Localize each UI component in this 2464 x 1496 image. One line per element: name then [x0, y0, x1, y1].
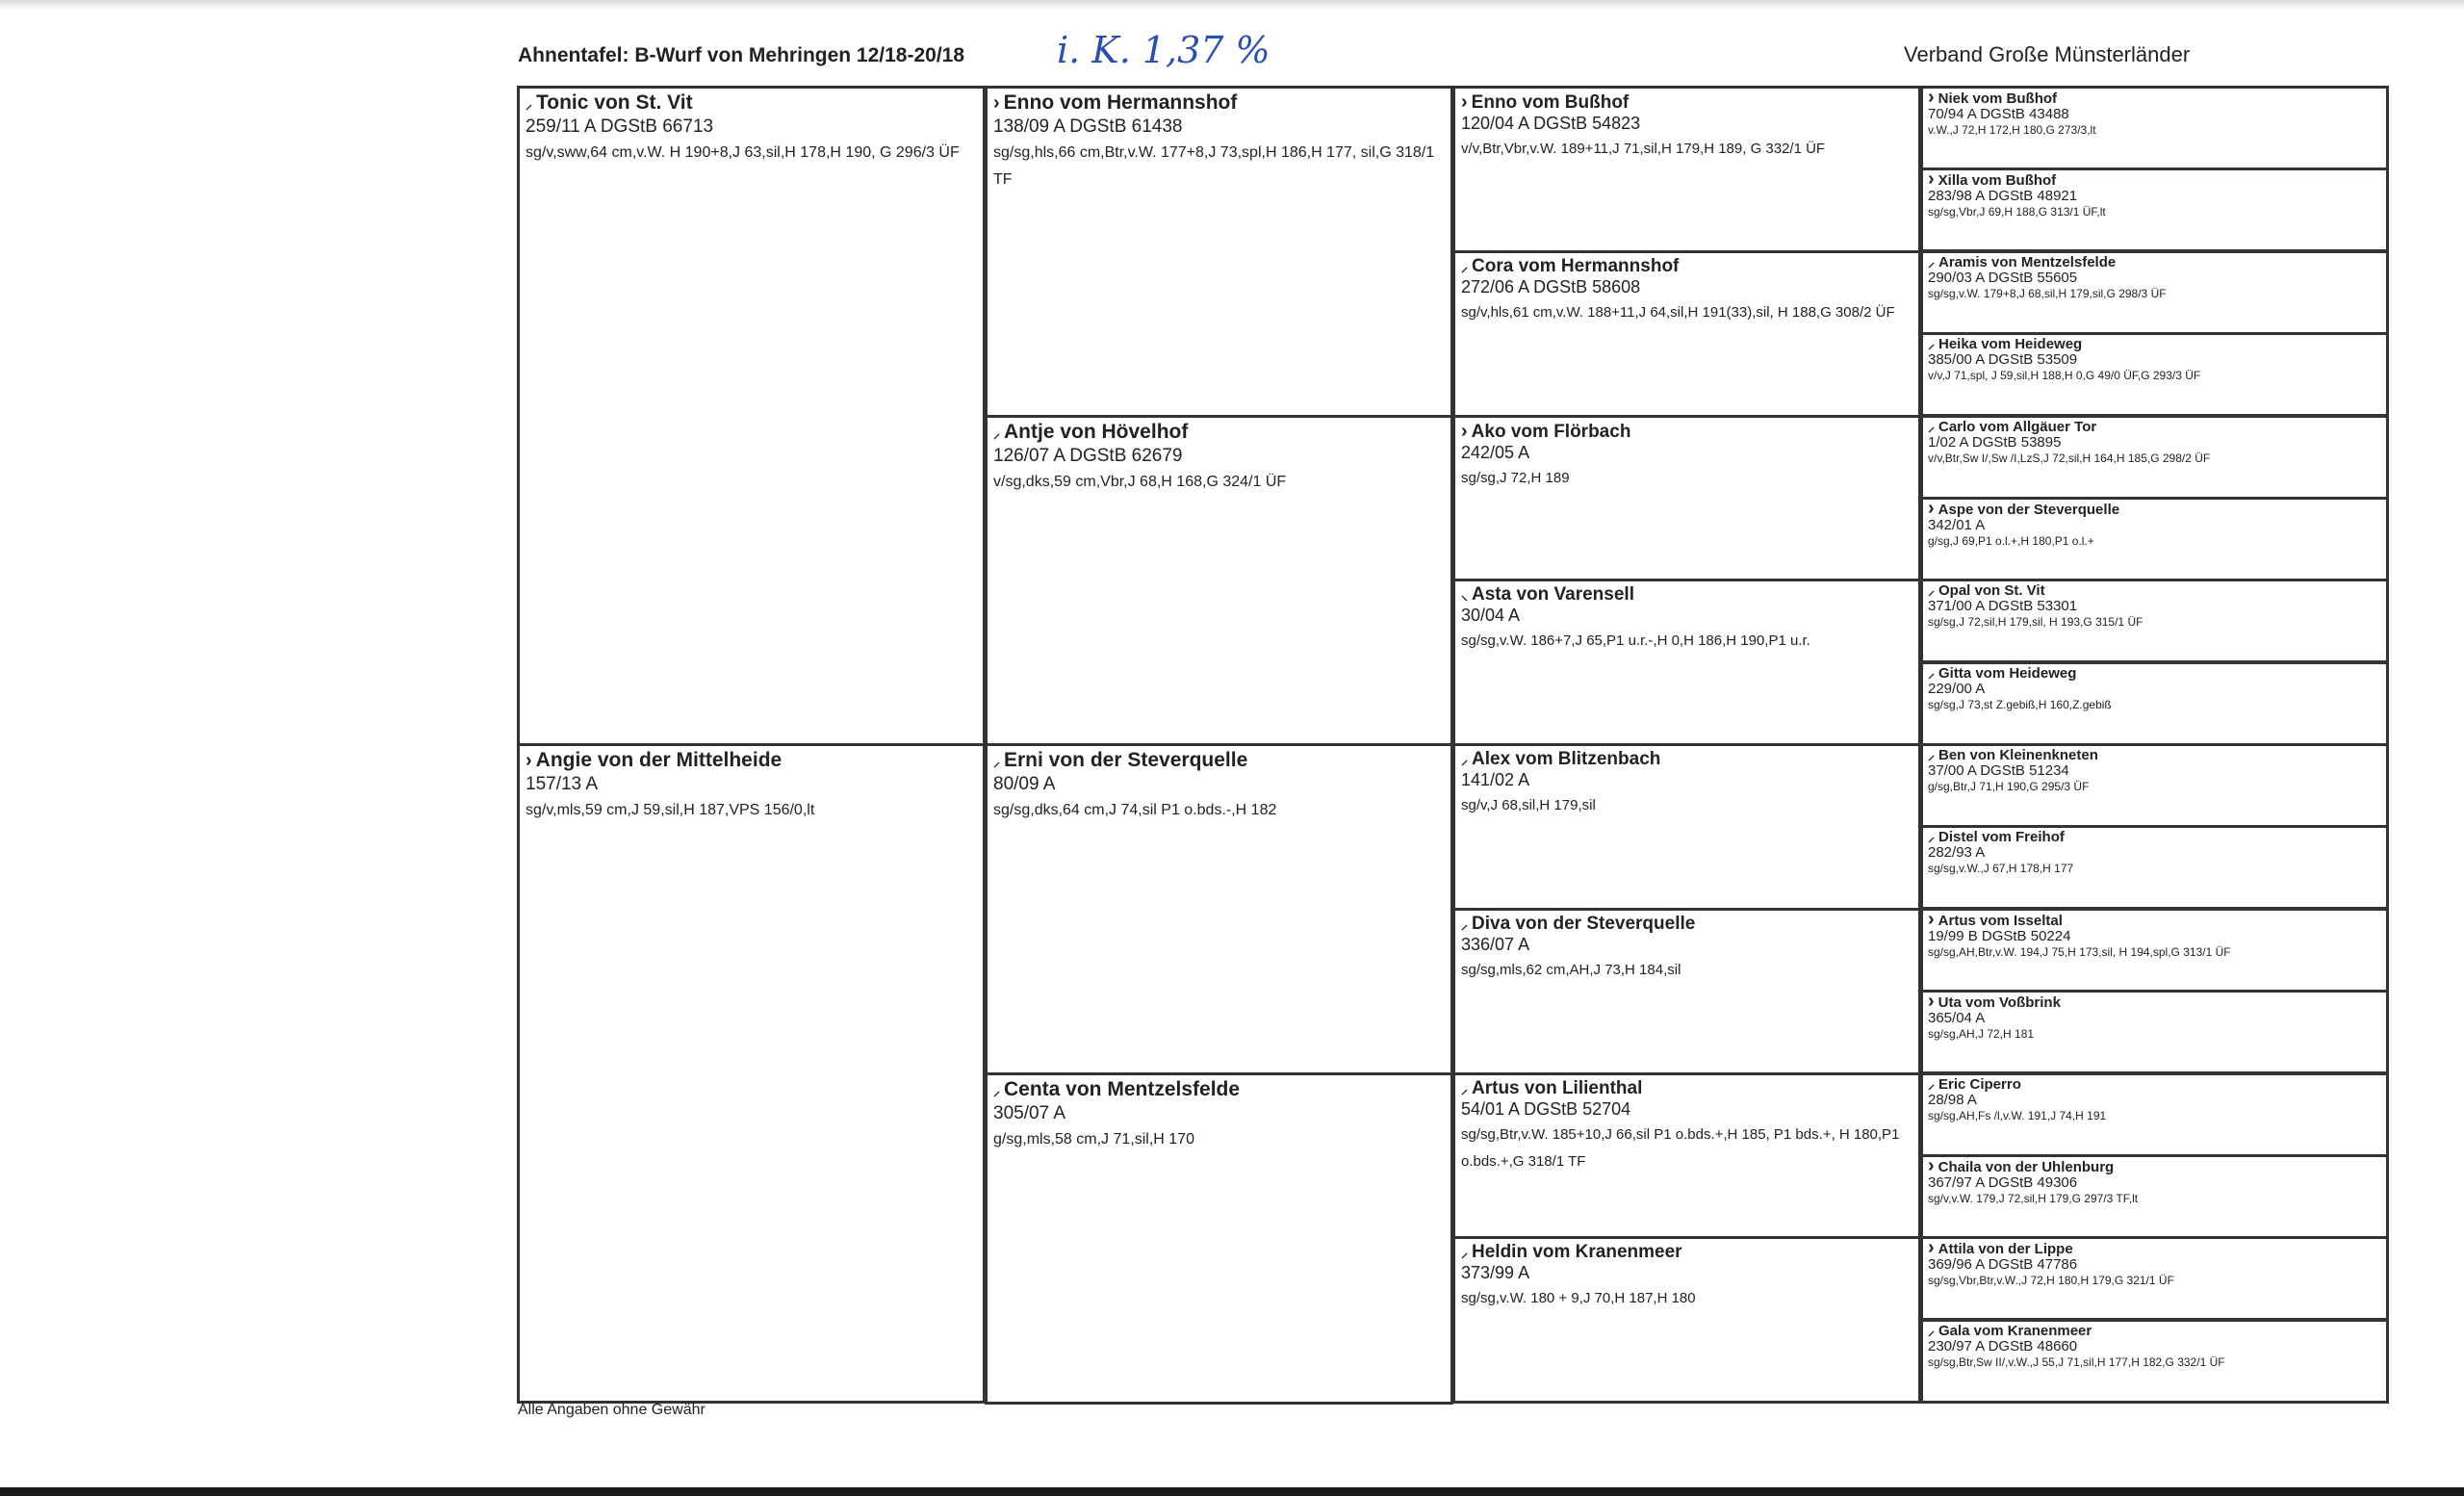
- female-marker-icon: ⸝: [1928, 1323, 1935, 1338]
- test-results: sg/sg,Btr,Sw II/,v.W.,J 55,J 71,sil,H 177,H 182,G 332/1 ÜF: [1928, 1355, 2225, 1369]
- female-marker-icon: ⸝: [1928, 419, 1935, 434]
- dog-name-text: Distel vom Freihof: [1938, 829, 2065, 845]
- female-marker-icon: ⸝: [1928, 254, 1935, 270]
- male-marker-icon: ›: [1928, 1237, 1935, 1258]
- pedigree-cell: [1452, 1236, 1921, 1404]
- pedigree-cell: [517, 86, 986, 746]
- registration-number: 305/07 A: [993, 1103, 1066, 1123]
- test-results: sg/sg,hls,66 cm,Btr,v.W. 177+8,J 73,spl,H 186,H 177, sil,G 318/1 TF: [993, 144, 1435, 188]
- pedigree-cell: [1920, 1154, 2389, 1239]
- registration-number: 369/96 A DGStB 47786: [1928, 1256, 2078, 1273]
- registration-number: 272/06 A DGStB 58608: [1461, 277, 1641, 297]
- test-results: sg/sg,v.W. 180 + 9,J 70,H 187,H 180: [1461, 1290, 1696, 1306]
- dog-name: [1928, 829, 2381, 845]
- registration-number: 120/04 A DGStB 54823: [1461, 114, 1641, 133]
- registration-number: 365/04 A: [1928, 1010, 1986, 1026]
- registration-number: 290/03 A DGStB 55605: [1928, 270, 2078, 286]
- test-results: sg/v,hls,61 cm,v.W. 188+11,J 64,sil,H 191(33),sil, H 188,G 308/2 ÜF: [1461, 304, 1895, 321]
- test-results: sg/sg,Btr,v.W. 185+10,J 66,sil P1 o.bds.+,H 185, P1 bds.+, H 180,P1 o.bds.+,G 318/1 TF: [1461, 1126, 1900, 1170]
- male-marker-icon: ›: [1461, 421, 1468, 442]
- female-marker-icon: ⸝: [1461, 1081, 1468, 1096]
- female-marker-icon: ⸝: [1928, 1076, 1935, 1092]
- female-marker-icon: ⸝: [1461, 916, 1468, 932]
- test-results: sg/v,mls,59 cm,J 59,sil,H 187,VPS 156/0,lt: [526, 802, 815, 818]
- registration-number: 126/07 A DGStB 62679: [993, 446, 1183, 466]
- dog-name: [1928, 1323, 2381, 1339]
- pedigree-cell: [1920, 990, 2389, 1074]
- female-marker-icon: ⸝: [1928, 829, 1935, 844]
- registration-number: 37/00 A DGStB 51234: [1928, 762, 2069, 779]
- pedigree-cell: [985, 1072, 1453, 1405]
- pedigree-cell: [1920, 1072, 2389, 1157]
- dog-name: [1928, 993, 2381, 1011]
- test-results: sg/v,sww,64 cm,v.W. H 190+8,J 63,sil,H 178,H 190, G 296/3 ÜF: [526, 144, 960, 161]
- dog-name-text: Aramis von Mentzelsfelde: [1938, 254, 2117, 271]
- registration-number: 385/00 A DGStB 53509: [1928, 351, 2078, 368]
- female-marker-icon: ⸝: [993, 1083, 1000, 1098]
- dog-name: [1928, 909, 2381, 930]
- dog-name: [526, 749, 977, 772]
- test-results: sg/sg,v.W.,J 67,H 178,H 177: [1928, 862, 2074, 875]
- dog-name-text: Centa von Mentzelsfelde: [1004, 1078, 1241, 1100]
- test-results: sg/sg,mls,62 cm,AH,J 73,H 184,sil: [1461, 962, 1681, 978]
- dog-name-text: Niek vom Bußhof: [1938, 90, 2058, 107]
- test-results: sg/sg,dks,64 cm,J 74,sil P1 o.bds.-,H 182: [993, 802, 1277, 818]
- pedigree-cell: [1452, 86, 1921, 253]
- registration-number: 342/01 A: [1928, 517, 1986, 533]
- pedigree-cell: [1452, 1072, 1921, 1240]
- registration-number: 19/99 B DGStB 50224: [1928, 928, 2071, 944]
- male-marker-icon: ›: [1928, 87, 1935, 108]
- registration-number: 282/93 A: [1928, 844, 1986, 861]
- test-results: sg/sg,v.W. 179+8,J 68,sil,H 179,sil,G 298/3 ÜF: [1928, 287, 2167, 300]
- pedigree-cell: [1920, 908, 2389, 993]
- dog-name-text: Heldin vom Kranenmeer: [1472, 1242, 1682, 1262]
- test-results: sg/sg,AH,Btr,v.W. 194,J 75,H 173,sil, H 194,spl,G 313/1 ÜF: [1928, 945, 2231, 959]
- registration-number: 1/02 A DGStB 53895: [1928, 434, 2062, 451]
- test-results: g/sg,J 69,P1 o.l.+,H 180,P1 o.l.+: [1928, 534, 2094, 548]
- dog-name-text: Asta von Varensell: [1472, 584, 1634, 605]
- dog-name: [1928, 582, 2381, 599]
- female-marker-icon: ⸝: [1928, 336, 1935, 351]
- test-results: sg/sg,J 73,st Z.gebiß,H 160,Z.gebiß: [1928, 698, 2112, 711]
- dog-name: [1928, 419, 2381, 435]
- female-marker-icon: ⸝: [1461, 752, 1468, 767]
- disclaimer-footer: Alle Angaben ohne Gewähr: [518, 1402, 706, 1418]
- pedigree-cell: [1920, 497, 2389, 581]
- registration-number: 138/09 A DGStB 61438: [993, 116, 1183, 137]
- dog-name-text: Erni von der Steverquelle: [1004, 749, 1248, 771]
- female-marker-icon: ⸝: [1928, 747, 1935, 762]
- female-marker-icon: ⸝: [526, 96, 532, 112]
- registration-number: 373/99 A: [1461, 1263, 1530, 1282]
- pedigree-cell: [517, 743, 986, 1404]
- dog-name-text: Cora vom Hermannshof: [1472, 256, 1680, 276]
- dog-name-text: Tonic von St. Vit: [536, 91, 693, 114]
- pedigree-cell: [1920, 1319, 2389, 1404]
- dog-name-text: Diva von der Steverquelle: [1472, 914, 1696, 934]
- dog-name-text: Antje von Hövelhof: [1004, 421, 1189, 443]
- test-results: v/v,J 71,spl, J 59,sil,H 188,H 0,G 49/0 ÜF,G 293/3 ÜF: [1928, 369, 2201, 382]
- dog-name-text: Gala vom Kranenmeer: [1938, 1323, 2092, 1339]
- pedigree-cell: [1920, 168, 2389, 252]
- dog-name-text: Carlo vom Allgäuer Tor: [1938, 419, 2097, 435]
- pedigree-cell: [1452, 908, 1921, 1075]
- pedigree-cell: [985, 86, 1453, 418]
- male-marker-icon: ›: [526, 750, 532, 771]
- dog-name: [1928, 1237, 2381, 1258]
- registration-number: 157/13 A: [526, 774, 599, 794]
- dog-name: [1461, 91, 1912, 114]
- pedigree-cell: [1452, 250, 1921, 418]
- female-marker-icon: ⸝: [1928, 582, 1935, 598]
- test-results: sg/sg,J 72,H 189: [1461, 470, 1570, 486]
- test-results: sg/sg,AH,Fs /l,v.W. 191,J 74,H 191: [1928, 1109, 2107, 1122]
- test-results: v/v,Btr,Vbr,v.W. 189+11,J 71,sil,H 179,H 189, G 332/1 ÜF: [1461, 141, 1826, 157]
- dog-name-text: Ako vom Flörbach: [1471, 422, 1631, 442]
- registration-number: 336/07 A: [1461, 935, 1530, 954]
- male-marker-icon: ›: [1928, 168, 1935, 190]
- dog-name-text: Ben von Kleinenkneten: [1938, 747, 2098, 763]
- registration-number: 70/94 A DGStB 43488: [1928, 106, 2069, 122]
- dog-name: [526, 91, 977, 115]
- registration-number: 54/01 A DGStB 52704: [1461, 1099, 1631, 1119]
- dog-name: [1928, 168, 2381, 190]
- pedigree-cell: [985, 415, 1453, 747]
- pedigree-cell: [1920, 332, 2389, 417]
- organization-name: Verband Große Münsterländer: [1904, 42, 2191, 66]
- test-results: v/sg,dks,59 cm,Vbr,J 68,H 168,G 324/1 ÜF: [993, 474, 1287, 490]
- dog-name-text: Aspe von der Steverquelle: [1938, 502, 2120, 518]
- female-marker-icon: ⸜: [1461, 587, 1468, 603]
- female-marker-icon: ⸝: [1461, 1245, 1468, 1260]
- dog-name-text: Enno vom Bußhof: [1471, 92, 1630, 113]
- registration-number: 242/05 A: [1461, 443, 1530, 462]
- registration-number: 80/09 A: [993, 774, 1056, 794]
- test-results: sg/sg,J 72,sil,H 179,sil, H 193,G 315/1 ÜF: [1928, 615, 2143, 629]
- male-marker-icon: ›: [1928, 498, 1935, 519]
- pedigree-cell: [1452, 415, 1921, 582]
- test-results: sg/sg,Vbr,J 69,H 188,G 313/1 ÜF,lt: [1928, 205, 2106, 219]
- female-marker-icon: ⸝: [1928, 665, 1935, 681]
- dog-name: [1928, 87, 2381, 108]
- dog-name-text: Enno vom Hermannshof: [1003, 91, 1238, 114]
- dog-name: [993, 91, 1445, 115]
- pedigree-cell: [1920, 250, 2389, 335]
- dog-name-text: Uta vom Voßbrink: [1938, 994, 2061, 1011]
- dog-name: [1928, 665, 2381, 682]
- document-title: Ahnentafel: B-Wurf von Mehringen 12/18-20/18: [518, 44, 965, 66]
- dog-name: [1461, 421, 1912, 443]
- dog-name-text: Heika vom Heideweg: [1938, 336, 2083, 352]
- test-results: sg/sg,Vbr,Btr,v.W.,J 72,H 180,H 179,G 321/1 ÜF: [1928, 1274, 2174, 1287]
- test-results: v.W.,J 72,H 172,H 180,G 273/3,lt: [1928, 123, 2096, 137]
- registration-number: 259/11 A DGStB 66713: [526, 116, 714, 137]
- dog-name: [1928, 1155, 2381, 1176]
- dog-name-text: Artus vom Isseltal: [1938, 913, 2063, 929]
- test-results: sg/sg,AH,J 72,H 181: [1928, 1027, 2035, 1041]
- scan-bottom-edge: [0, 1487, 2464, 1496]
- dog-name: [1928, 747, 2381, 763]
- pedigree-cell: [1920, 86, 2389, 170]
- dog-name-text: Angie von der Mittelheide: [535, 749, 783, 771]
- pedigree-cell: [1920, 825, 2389, 910]
- dog-name: [993, 749, 1445, 772]
- pedigree-cell: [1920, 579, 2389, 663]
- registration-number: 229/00 A: [1928, 681, 1986, 697]
- female-marker-icon: ⸝: [993, 754, 1000, 769]
- female-marker-icon: ⸝: [1461, 259, 1468, 274]
- registration-number: 230/97 A DGStB 48660: [1928, 1338, 2078, 1354]
- dog-name: [1461, 749, 1912, 770]
- female-marker-icon: ⸝: [993, 426, 1000, 441]
- dog-name: [993, 421, 1445, 444]
- pedigree-cell: [985, 743, 1453, 1075]
- test-results: sg/sg,v.W. 186+7,J 65,P1 u.r.-,H 0,H 186,H 190,P1 u.r.: [1461, 632, 1810, 649]
- pedigree-cell: [1920, 415, 2389, 500]
- handwritten-inbreeding-note: i. K. 1,37 %: [1057, 29, 1270, 71]
- pedigree-cell: [1920, 661, 2389, 746]
- scan-top-shadow: [0, 0, 2464, 10]
- male-marker-icon: ›: [993, 92, 1000, 114]
- registration-number: 283/98 A DGStB 48921: [1928, 188, 2078, 204]
- dog-name: [1928, 254, 2381, 271]
- male-marker-icon: ›: [1928, 909, 1935, 930]
- test-results: sg/v,v.W. 179,J 72,sil,H 179,G 297/3 TF,lt: [1928, 1192, 2139, 1205]
- registration-number: 141/02 A: [1461, 770, 1530, 789]
- pedigree-cell: [1452, 579, 1921, 746]
- male-marker-icon: ›: [1461, 91, 1468, 113]
- male-marker-icon: ›: [1928, 991, 1935, 1012]
- dog-name-text: Artus von Lilienthal: [1472, 1078, 1643, 1098]
- registration-number: 371/00 A DGStB 53301: [1928, 598, 2078, 614]
- dog-name-text: Opal von St. Vit: [1938, 582, 2045, 599]
- dog-name: [1928, 498, 2381, 519]
- dog-name: [1461, 584, 1912, 606]
- dog-name-text: Xilla vom Bußhof: [1938, 172, 2057, 189]
- test-results: g/sg,Btr,J 71,H 190,G 295/3 ÜF: [1928, 780, 2090, 793]
- dog-name: [1461, 256, 1912, 277]
- pedigree-cell: [1920, 1236, 2389, 1321]
- pedigree-cell: [1452, 743, 1921, 911]
- dog-name-text: Eric Ciperro: [1938, 1076, 2021, 1093]
- dog-name: [993, 1078, 1445, 1101]
- dog-name-text: Chaila von der Uhlenburg: [1938, 1159, 2115, 1175]
- dog-name-text: Alex vom Blitzenbach: [1472, 749, 1661, 769]
- dog-name: [1928, 1076, 2381, 1093]
- registration-number: 28/98 A: [1928, 1092, 1977, 1108]
- dog-name: [1461, 1242, 1912, 1263]
- dog-name: [1928, 336, 2381, 352]
- test-results: g/sg,mls,58 cm,J 71,sil,H 170: [993, 1131, 1194, 1148]
- test-results: sg/v,J 68,sil,H 179,sil: [1461, 797, 1596, 813]
- dog-name: [1461, 1078, 1912, 1099]
- registration-number: 367/97 A DGStB 49306: [1928, 1174, 2078, 1191]
- test-results: v/v,Btr,Sw I/,Sw /I,LzS,J 72,sil,H 164,H 185,G 298/2 ÜF: [1928, 451, 2211, 465]
- dog-name-text: Gitta vom Heideweg: [1938, 665, 2077, 682]
- pedigree-cell: [1920, 743, 2389, 828]
- registration-number: 30/04 A: [1461, 606, 1521, 625]
- dog-name-text: Attila von der Lippe: [1938, 1241, 2073, 1257]
- dog-name: [1461, 914, 1912, 935]
- male-marker-icon: ›: [1928, 1155, 1935, 1176]
